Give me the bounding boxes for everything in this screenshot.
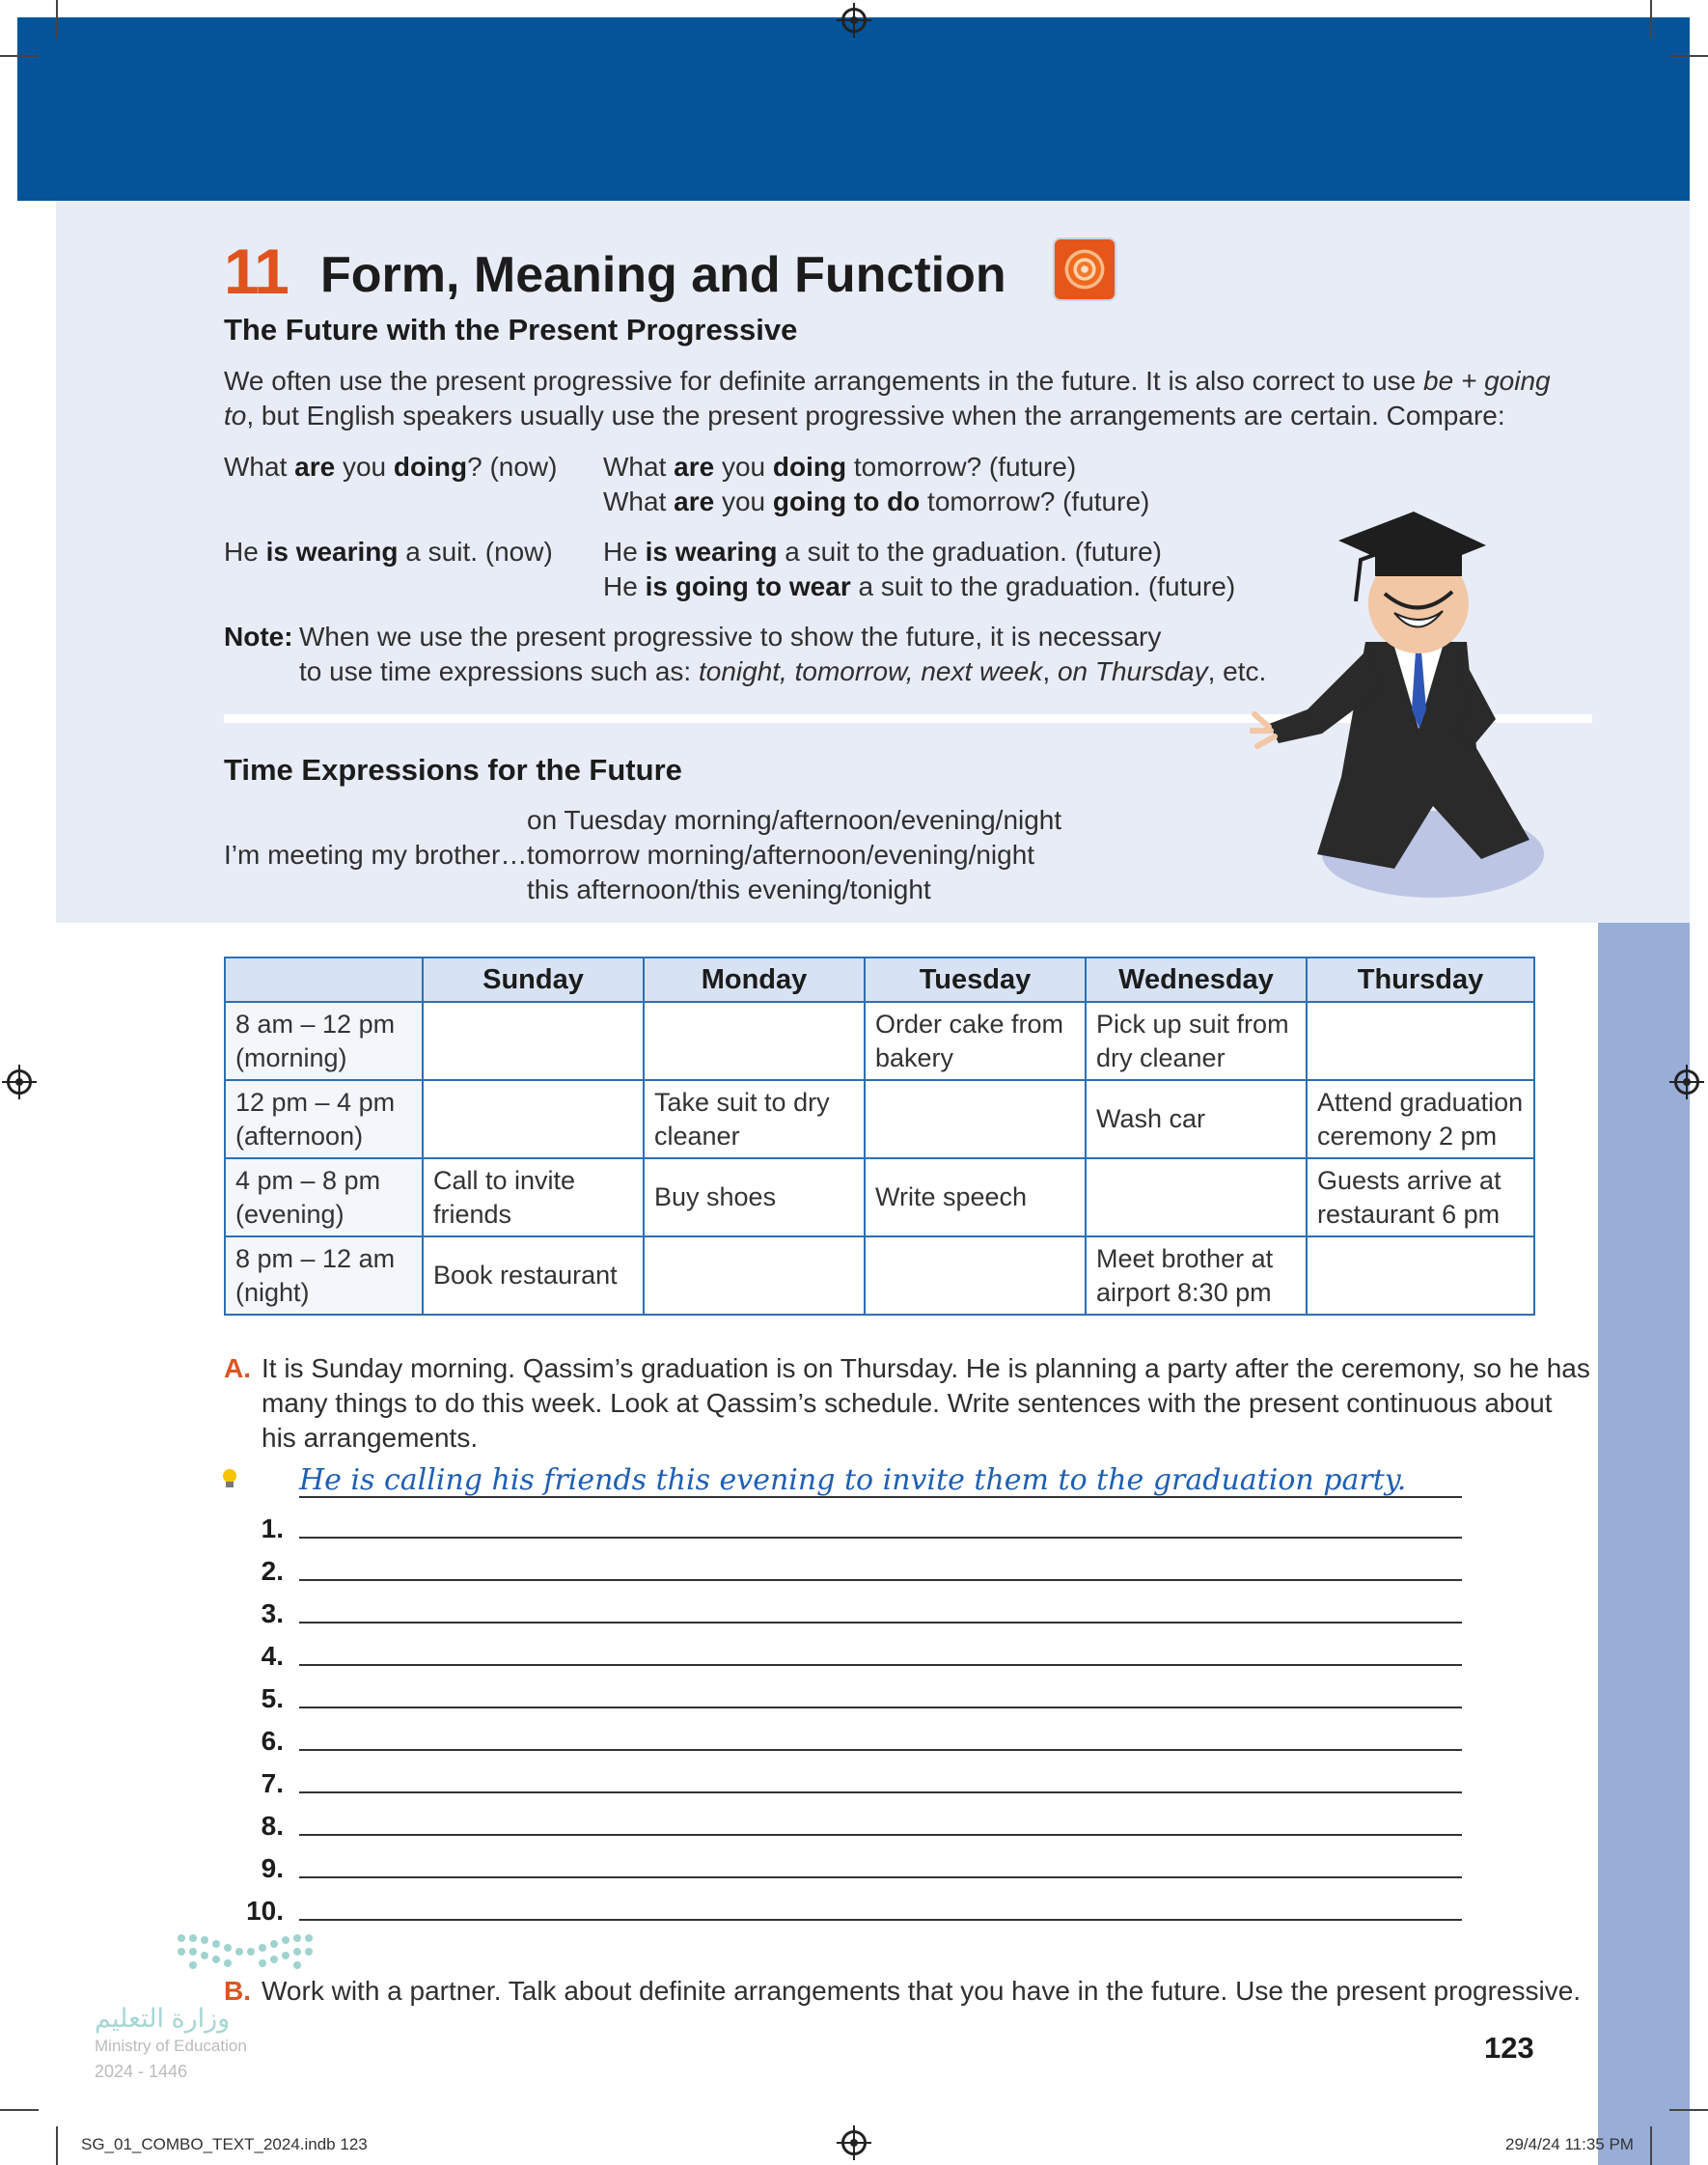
crop-mark — [1669, 55, 1708, 57]
answer-line[interactable] — [299, 1579, 1462, 1581]
table-row — [225, 1080, 1534, 1158]
answer-number: 1. — [261, 1513, 284, 1543]
time-slot-cell: 8 am – 12 pm (morning) — [225, 1002, 423, 1080]
ministry-arabic: وزارة التعليم — [95, 2004, 231, 2033]
table-header-row — [225, 958, 1534, 1002]
answer-number: 2. — [261, 1556, 284, 1586]
table-header-cell: Tuesday — [865, 958, 1086, 1002]
table-cell — [1307, 1002, 1534, 1080]
exercise-b-label: B. — [224, 1976, 251, 2006]
answer-number: 9. — [261, 1853, 284, 1883]
table-cell — [644, 1236, 865, 1315]
time-expr-option: on Tuesday morning/afternoon/evening/night — [527, 805, 1062, 835]
table-cell — [423, 1080, 644, 1158]
example-answer: He is calling his friends this evening to invite them to the graduation party. — [299, 1463, 1407, 1497]
time-expr-option: tomorrow morning/afternoon/evening/night — [527, 840, 1035, 870]
crop-mark — [56, 0, 58, 39]
table-cell: Buy shoes — [644, 1158, 865, 1236]
intro-text: We often use the present progressive for definite arrangements in the future. It is also correct to use — [224, 366, 1424, 396]
table-row — [225, 1236, 1534, 1315]
unit-title: Form, Meaning and Function — [320, 247, 1006, 303]
table-cell: Write speech — [865, 1158, 1086, 1236]
table-cell — [865, 1236, 1086, 1315]
table-header-cell: Thursday — [1307, 958, 1534, 1002]
answer-number: 4. — [261, 1641, 284, 1671]
ministry-english: Ministry of Education — [95, 2037, 247, 2055]
table-cell: Pick up suit from dry cleaner — [1086, 1002, 1307, 1080]
answer-line[interactable] — [299, 1919, 1462, 1921]
time-expr-lead: I’m meeting my brother… — [224, 840, 528, 870]
table-cell: Order cake from bakery — [865, 1002, 1086, 1080]
answer-line[interactable] — [299, 1749, 1462, 1751]
answer-line[interactable] — [299, 1876, 1462, 1878]
crop-mark — [0, 2109, 39, 2111]
page-number: 123 — [1484, 2031, 1534, 2065]
compare-now-2: He is wearing a suit. (now) — [224, 537, 553, 567]
exercise-b-text: Work with a partner. Talk about definite arrangements that you have in the future. Use the present progressive. — [262, 1976, 1582, 2006]
lightbulb-icon — [221, 1468, 238, 1489]
table-cell — [644, 1002, 865, 1080]
compare-now-1: What are you doing? (now) — [224, 452, 558, 482]
crop-mark — [1650, 0, 1652, 39]
unit-number: 11 — [224, 236, 288, 307]
answer-line[interactable] — [299, 1707, 1462, 1708]
crop-mark — [56, 2126, 58, 2165]
intro-text: , but English speakers usually use the present progressive when the arrangements are certain. Compare: — [246, 401, 1505, 430]
registration-mark-icon — [841, 2130, 867, 2155]
answer-line[interactable] — [299, 1622, 1462, 1624]
table-cell: Meet brother at airport 8:30 pm — [1086, 1236, 1307, 1315]
table-cell: Book restaurant — [423, 1236, 644, 1315]
table-cell: Guests arrive at restaurant 6 pm — [1307, 1158, 1534, 1236]
example-answer-line — [299, 1496, 1462, 1498]
answer-line[interactable] — [299, 1537, 1462, 1539]
top-color-band — [17, 17, 1690, 201]
registration-mark-icon — [7, 1069, 32, 1095]
answer-number: 3. — [261, 1598, 284, 1628]
table-row — [225, 1158, 1534, 1236]
compare-future-1: What are you doing tomorrow? (future) What are you going to do tomorrow? (future) — [603, 452, 1150, 516]
intro-paragraph — [224, 364, 1594, 433]
section-subtitle: The Future with the Present Progressive — [224, 313, 798, 347]
time-expressions-heading: Time Expressions for the Future — [224, 753, 682, 787]
intro-italic: to — [224, 401, 247, 430]
answer-line[interactable] — [299, 1791, 1462, 1793]
table-cell — [865, 1080, 1086, 1158]
table-cell — [423, 1002, 644, 1080]
footer-date: 29/4/24 11:35 PM — [1505, 2135, 1634, 2153]
table-cell — [1086, 1158, 1307, 1236]
graduate-illustration — [1250, 487, 1558, 902]
exercise-a-instructions: It is Sunday morning. Qassim’s graduation is on Thursday. He is planning a party after the ceremony, so he has many things to do this week. Look at Qassim’s schedule. Write sentences with the present continuous about his arrangements. — [262, 1353, 1590, 1453]
table-cell: Wash car — [1086, 1080, 1307, 1158]
note-text: When we use the present progressive to show the future, it is necessary to use time expressions such as: tonight, tomorrow, next week, on Thursday, etc. — [299, 622, 1267, 686]
table-cell: Attend graduation ceremony 2 pm — [1307, 1080, 1534, 1158]
answer-number: 6. — [261, 1726, 284, 1756]
time-expr-option: this afternoon/this evening/tonight — [527, 874, 931, 904]
table-header-cell: Sunday — [423, 958, 644, 1002]
table-header-cell — [225, 958, 423, 1002]
time-expr-options — [527, 803, 1061, 907]
side-color-bar — [1598, 923, 1690, 2165]
crop-mark — [1669, 2109, 1708, 2111]
table-header-cell: Wednesday — [1086, 958, 1307, 1002]
ministry-logo-icon — [95, 1930, 345, 1990]
registration-mark-icon — [1674, 1069, 1699, 1095]
table-cell: Take suit to dry cleaner — [644, 1080, 865, 1158]
answer-number: 7. — [261, 1768, 284, 1798]
note-label: Note: — [224, 622, 293, 652]
answer-line[interactable] — [299, 1834, 1462, 1836]
crop-mark — [0, 55, 39, 57]
compare-future-2: He is wearing a suit to the graduation. (future) He is going to wear a suit to the graduation. (future) — [603, 537, 1236, 601]
answer-number: 8. — [261, 1811, 284, 1841]
table-row — [225, 1002, 1534, 1080]
table-cell — [1307, 1236, 1534, 1315]
answer-line[interactable] — [299, 1664, 1462, 1666]
crop-mark — [1650, 2126, 1652, 2165]
exercise-a-label: A. — [224, 1353, 251, 1383]
time-slot-cell: 12 pm – 4 pm (afternoon) — [225, 1080, 423, 1158]
ministry-year: 2024 - 1446 — [95, 2062, 188, 2081]
time-slot-cell: 4 pm – 8 pm (evening) — [225, 1158, 423, 1236]
spiral-icon — [1055, 239, 1115, 299]
ministry-watermark — [95, 1930, 345, 2085]
answer-number: 5. — [261, 1683, 284, 1713]
intro-italic: be + going — [1423, 366, 1551, 396]
table-header-cell: Monday — [644, 958, 865, 1002]
table-cell: Call to invite friends — [423, 1158, 644, 1236]
time-slot-cell: 8 pm – 12 am (night) — [225, 1236, 423, 1315]
answer-number: 10. — [246, 1896, 284, 1926]
footer-file: SG_01_COMBO_TEXT_2024.indb 123 — [81, 2135, 368, 2153]
registration-mark-icon — [841, 8, 867, 33]
schedule-table — [224, 957, 1535, 1316]
